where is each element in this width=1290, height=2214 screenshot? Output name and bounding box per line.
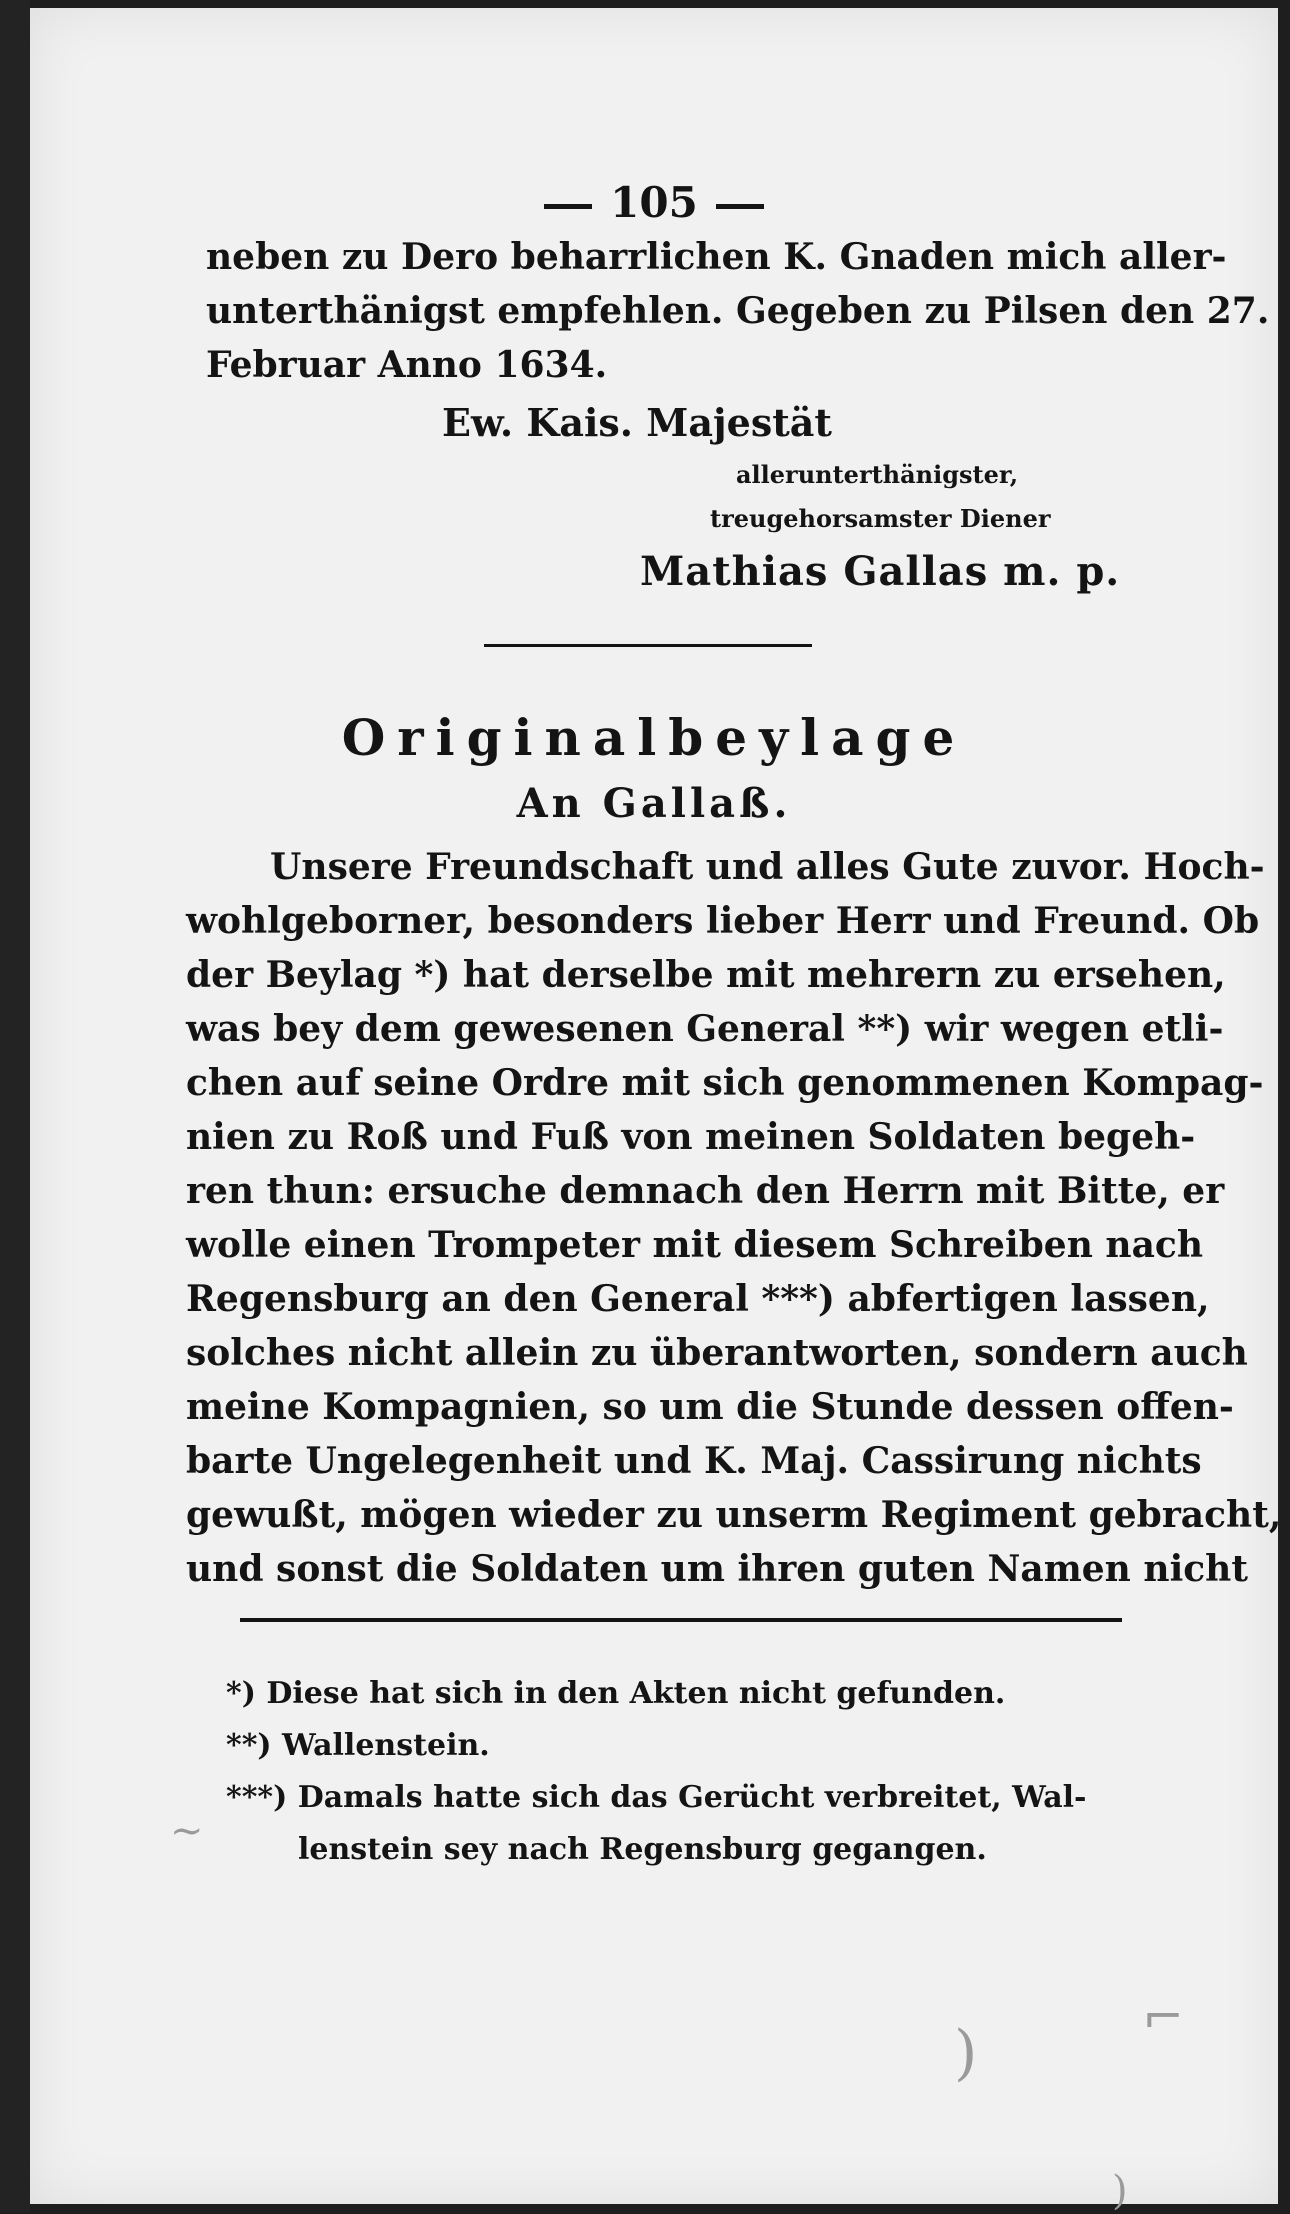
section-subheading: An Gallaß. <box>516 780 792 827</box>
footnote-4: lenstein sey nach Regensburg gegangen. <box>298 1832 987 1867</box>
body-line-4: was bey dem gewesenen General **) wir wegen etli- <box>186 1008 1224 1050</box>
body-line-6: nien zu Roß und Fuß von meinen Soldaten begeh- <box>186 1116 1196 1158</box>
ink-mark: ⌐ <box>1142 1988 1184 2046</box>
footnote-rule <box>240 1618 1122 1622</box>
body-line-2: wohlgeborner, besonders lieber Herr und Freund. Ob <box>186 900 1260 942</box>
letter-line-1: neben zu Dero beharrlichen K. Gnaden mich aller- <box>206 236 1227 278</box>
ink-mark: ) <box>954 2018 978 2088</box>
closing-line-1: allerunterthänigster, <box>736 460 1019 489</box>
book-page <box>30 8 1282 2214</box>
section-heading: Originalbeylage <box>341 708 967 767</box>
ink-mark: ) <box>1112 2168 1128 2214</box>
salutation: Ew. Kais. Majestät <box>442 400 832 445</box>
body-line-5: chen auf seine Ordre mit sich genommenen Kompag- <box>186 1062 1264 1104</box>
body-line-1: Unsere Freundschaft und alles Gute zuvor. Hoch- <box>270 846 1265 888</box>
ink-mark: ~ <box>170 1808 204 1854</box>
body-line-12: barte Ungelegenheit und K. Maj. Cassirung nichts <box>186 1440 1202 1482</box>
letter-line-3: Februar Anno 1634. <box>206 344 608 386</box>
body-line-9: Regensburg an den General ***) abfertigen lassen, <box>186 1278 1210 1320</box>
page-number: 105 <box>30 178 1278 227</box>
signature: Mathias Gallas m. p. <box>640 548 1121 595</box>
body-line-11: meine Kompagnien, so um die Stunde dessen offen- <box>186 1386 1234 1428</box>
closing-line-2: treugehorsamster Diener <box>710 504 1051 533</box>
body-line-13: gewußt, mögen wieder zu unserm Regiment gebracht, <box>186 1494 1282 1536</box>
body-line-14: und sonst die Soldaten um ihren guten Namen nicht <box>186 1548 1248 1590</box>
body-line-7: ren thun: ersuche demnach den Herrn mit Bitte, er <box>186 1170 1225 1212</box>
page-edge <box>0 0 30 2212</box>
section-divider <box>484 644 812 647</box>
body-line-3: der Beylag *) hat derselbe mit mehrern zu ersehen, <box>186 954 1226 996</box>
footnote-2: **) Wallenstein. <box>226 1728 490 1763</box>
footnote-3: ***) Damals hatte sich das Gerücht verbreitet, Wal- <box>226 1780 1087 1815</box>
body-line-10: solches nicht allein zu überantworten, sondern auch <box>186 1332 1248 1374</box>
letter-line-2: unterthänigst empfehlen. Gegeben zu Pilsen den 27. <box>206 290 1270 332</box>
footnote-1: *) Diese hat sich in den Akten nicht gefunden. <box>226 1676 1006 1711</box>
body-line-8: wolle einen Trompeter mit diesem Schreiben nach <box>186 1224 1203 1266</box>
